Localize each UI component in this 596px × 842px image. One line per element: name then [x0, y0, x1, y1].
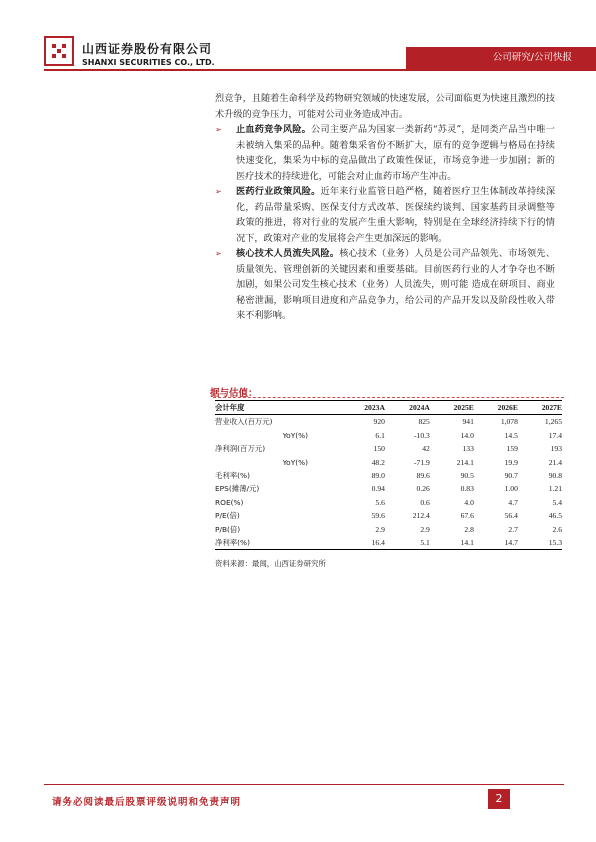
table-cell: 2.6 [552, 524, 562, 534]
table-cell: 59.6 [371, 511, 385, 521]
table-cell: 1.21 [548, 484, 562, 494]
table-cell: 1,265 [544, 417, 562, 427]
section-title: 据与估值： [210, 388, 258, 399]
table-cell: 42 [422, 444, 430, 454]
table-cell: 2.9 [375, 524, 385, 534]
page-header [0, 0, 596, 80]
page-number: 2 [488, 789, 510, 809]
table-cell: 5.4 [552, 497, 562, 507]
row-label: 净利率(%) [215, 536, 340, 550]
table-cell: 133 [462, 444, 474, 454]
row-label: YoY(%) [282, 430, 308, 440]
table-source-note: 资料来源：最闻，山西证券研究所 [215, 559, 326, 568]
table-row [215, 469, 562, 482]
table-cell: 21.4 [548, 457, 562, 467]
financial-table [215, 400, 562, 550]
row-label: EPS(摊薄/元) [215, 484, 260, 494]
table-cell: 214.1 [456, 457, 474, 467]
table-cell: 14.7 [474, 536, 518, 550]
header-divider [44, 69, 596, 71]
table-cell: 67.6 [460, 511, 474, 521]
risk-title: 医药行业政策风险。 [236, 186, 321, 197]
table-cell: 941 [462, 417, 474, 427]
table-row [215, 429, 562, 442]
table-row [215, 509, 562, 522]
risk-item [215, 122, 555, 184]
table-cell: 15.3 [518, 536, 562, 550]
table-cell: 90.5 [460, 471, 474, 481]
arrow-bullet-icon: ➢ [215, 125, 222, 134]
table-cell: 19.9 [504, 457, 518, 467]
arrow-bullet-icon: ➢ [215, 249, 222, 258]
header-cell: 2026E [474, 401, 518, 415]
table-cell: 0.6 [420, 497, 430, 507]
row-label: YoY(%) [282, 457, 308, 467]
table-cell: 89.6 [416, 471, 430, 481]
header-cell: 2027E [518, 401, 562, 415]
table-cell: 0.26 [416, 484, 430, 494]
table-cell: -71.9 [414, 457, 430, 467]
table-cell: 2.9 [420, 524, 430, 534]
table-cell: 89.0 [371, 471, 385, 481]
table-cell: 14.0 [460, 430, 474, 440]
row-label: P/B(倍) [215, 524, 241, 534]
table-cell: 46.5 [548, 511, 562, 521]
table-cell: 1,078 [500, 417, 518, 427]
table-cell: 56.4 [504, 511, 518, 521]
table-cell: 212.4 [412, 511, 430, 521]
row-label: P/E(倍) [215, 511, 240, 521]
table-row [215, 523, 562, 536]
intro-paragraph: 烈竞争，且随着生命科学及药物研究领域的快速发展，公司面临更为快速且激烈的技术升级的竞争压力，可能对公司业务造成冲击。 [215, 93, 555, 120]
table-cell: 14.5 [504, 430, 518, 440]
risk-text: 核心技术（业务）人员是公司产品领先、市场领先、质量领先、管理创新的关键因素和重要基础。目前医药行业的人才争夺也不断加剧，如果公司发生核心技术（业务）人员流失，则可能 造成在研项目、商业秘密泄漏，影响项目进度和产品竞争力，给公司的产品开发以及阶段性收入带来不利影响。 [236, 248, 556, 321]
table-cell: 150 [373, 444, 385, 454]
table-row [215, 456, 562, 469]
arrow-bullet-icon: ➢ [215, 187, 222, 196]
table-cell: 5.1 [385, 536, 430, 550]
row-label: 毛利率(%) [215, 471, 250, 481]
table-cell: 6.1 [375, 430, 385, 440]
risk-item [215, 184, 555, 246]
table-cell: 2.8 [464, 524, 474, 534]
table-cell: 193 [550, 444, 562, 454]
section-divider [213, 397, 564, 398]
table-cell: 920 [373, 417, 385, 427]
company-name-cn: 山西证券股份有限公司 [82, 42, 213, 56]
company-logo-icon [44, 36, 74, 66]
disclaimer-link[interactable]: 请务必阅读最后股票评级说明和免责声明 [52, 797, 242, 808]
table-row [215, 536, 562, 550]
table-cell: 5.6 [375, 497, 385, 507]
table-cell: 4.7 [508, 497, 518, 507]
table-cell: 4.0 [464, 497, 474, 507]
table-cell: 1.00 [504, 484, 518, 494]
table-cell: 159 [506, 444, 518, 454]
row-label: 净利润(百万元) [215, 444, 266, 454]
risk-item [215, 246, 555, 324]
header-cell: 2025E [430, 401, 474, 415]
table-cell: 0.83 [460, 484, 474, 494]
table-row [215, 482, 562, 495]
table-cell: 0.94 [371, 484, 385, 494]
table-cell: 825 [418, 417, 430, 427]
table-cell: 17.4 [548, 430, 562, 440]
company-name-en: SHANXI SECURITIES CO., LTD. [82, 58, 215, 67]
table-cell: 16.4 [340, 536, 385, 550]
risk-title: 核心技术人员流失风险。 [236, 248, 340, 259]
header-cell: 会计年度 [215, 401, 340, 415]
table-row [215, 415, 562, 429]
row-label: ROE(%) [215, 497, 244, 507]
table-row [215, 442, 562, 455]
table-cell: 48.2 [371, 457, 385, 467]
table-cell: 2.7 [508, 524, 518, 534]
table-row [215, 496, 562, 509]
row-label: 营业收入(百万元) [215, 417, 273, 427]
footer-divider [44, 784, 564, 785]
table-cell: 90.8 [548, 471, 562, 481]
header-cell: 2024A [385, 401, 430, 415]
table-cell: 14.1 [430, 536, 474, 550]
risk-section [215, 91, 555, 324]
risk-text: 近年来行业监管日趋严格，随着医疗卫生体制改革持续深化，药品带量采购、医保支付方式改革、医保续约谈判、国家基药目录调整等 政策的推进，将对行业的发展产生重大影响，特别是在全球经济持续下行的情况下，政策对产业的发展将会产生更加深远的影响。 [236, 186, 556, 244]
table-cell: 90.7 [504, 471, 518, 481]
risk-title: 止血药竞争风险。 [236, 124, 312, 135]
report-type-tab: 公司研究/公司快报 [406, 47, 596, 69]
header-cell: 2023A [340, 401, 385, 415]
table-header-row [215, 401, 562, 415]
table-cell: -10.3 [414, 430, 430, 440]
risk-text: 公司主要产品为国家一类新药“苏灵”，是同类产品当中唯一未被纳入集采的品种。随着集采省份不断扩大，原有的竞争逻辑与格局在持续快速变化，集采为中标的竞品做出了政策性保证，市场竞争进一步加剧；新的医疗技术的持续进化，可能会对止血药市场产生冲击。 [236, 124, 555, 182]
